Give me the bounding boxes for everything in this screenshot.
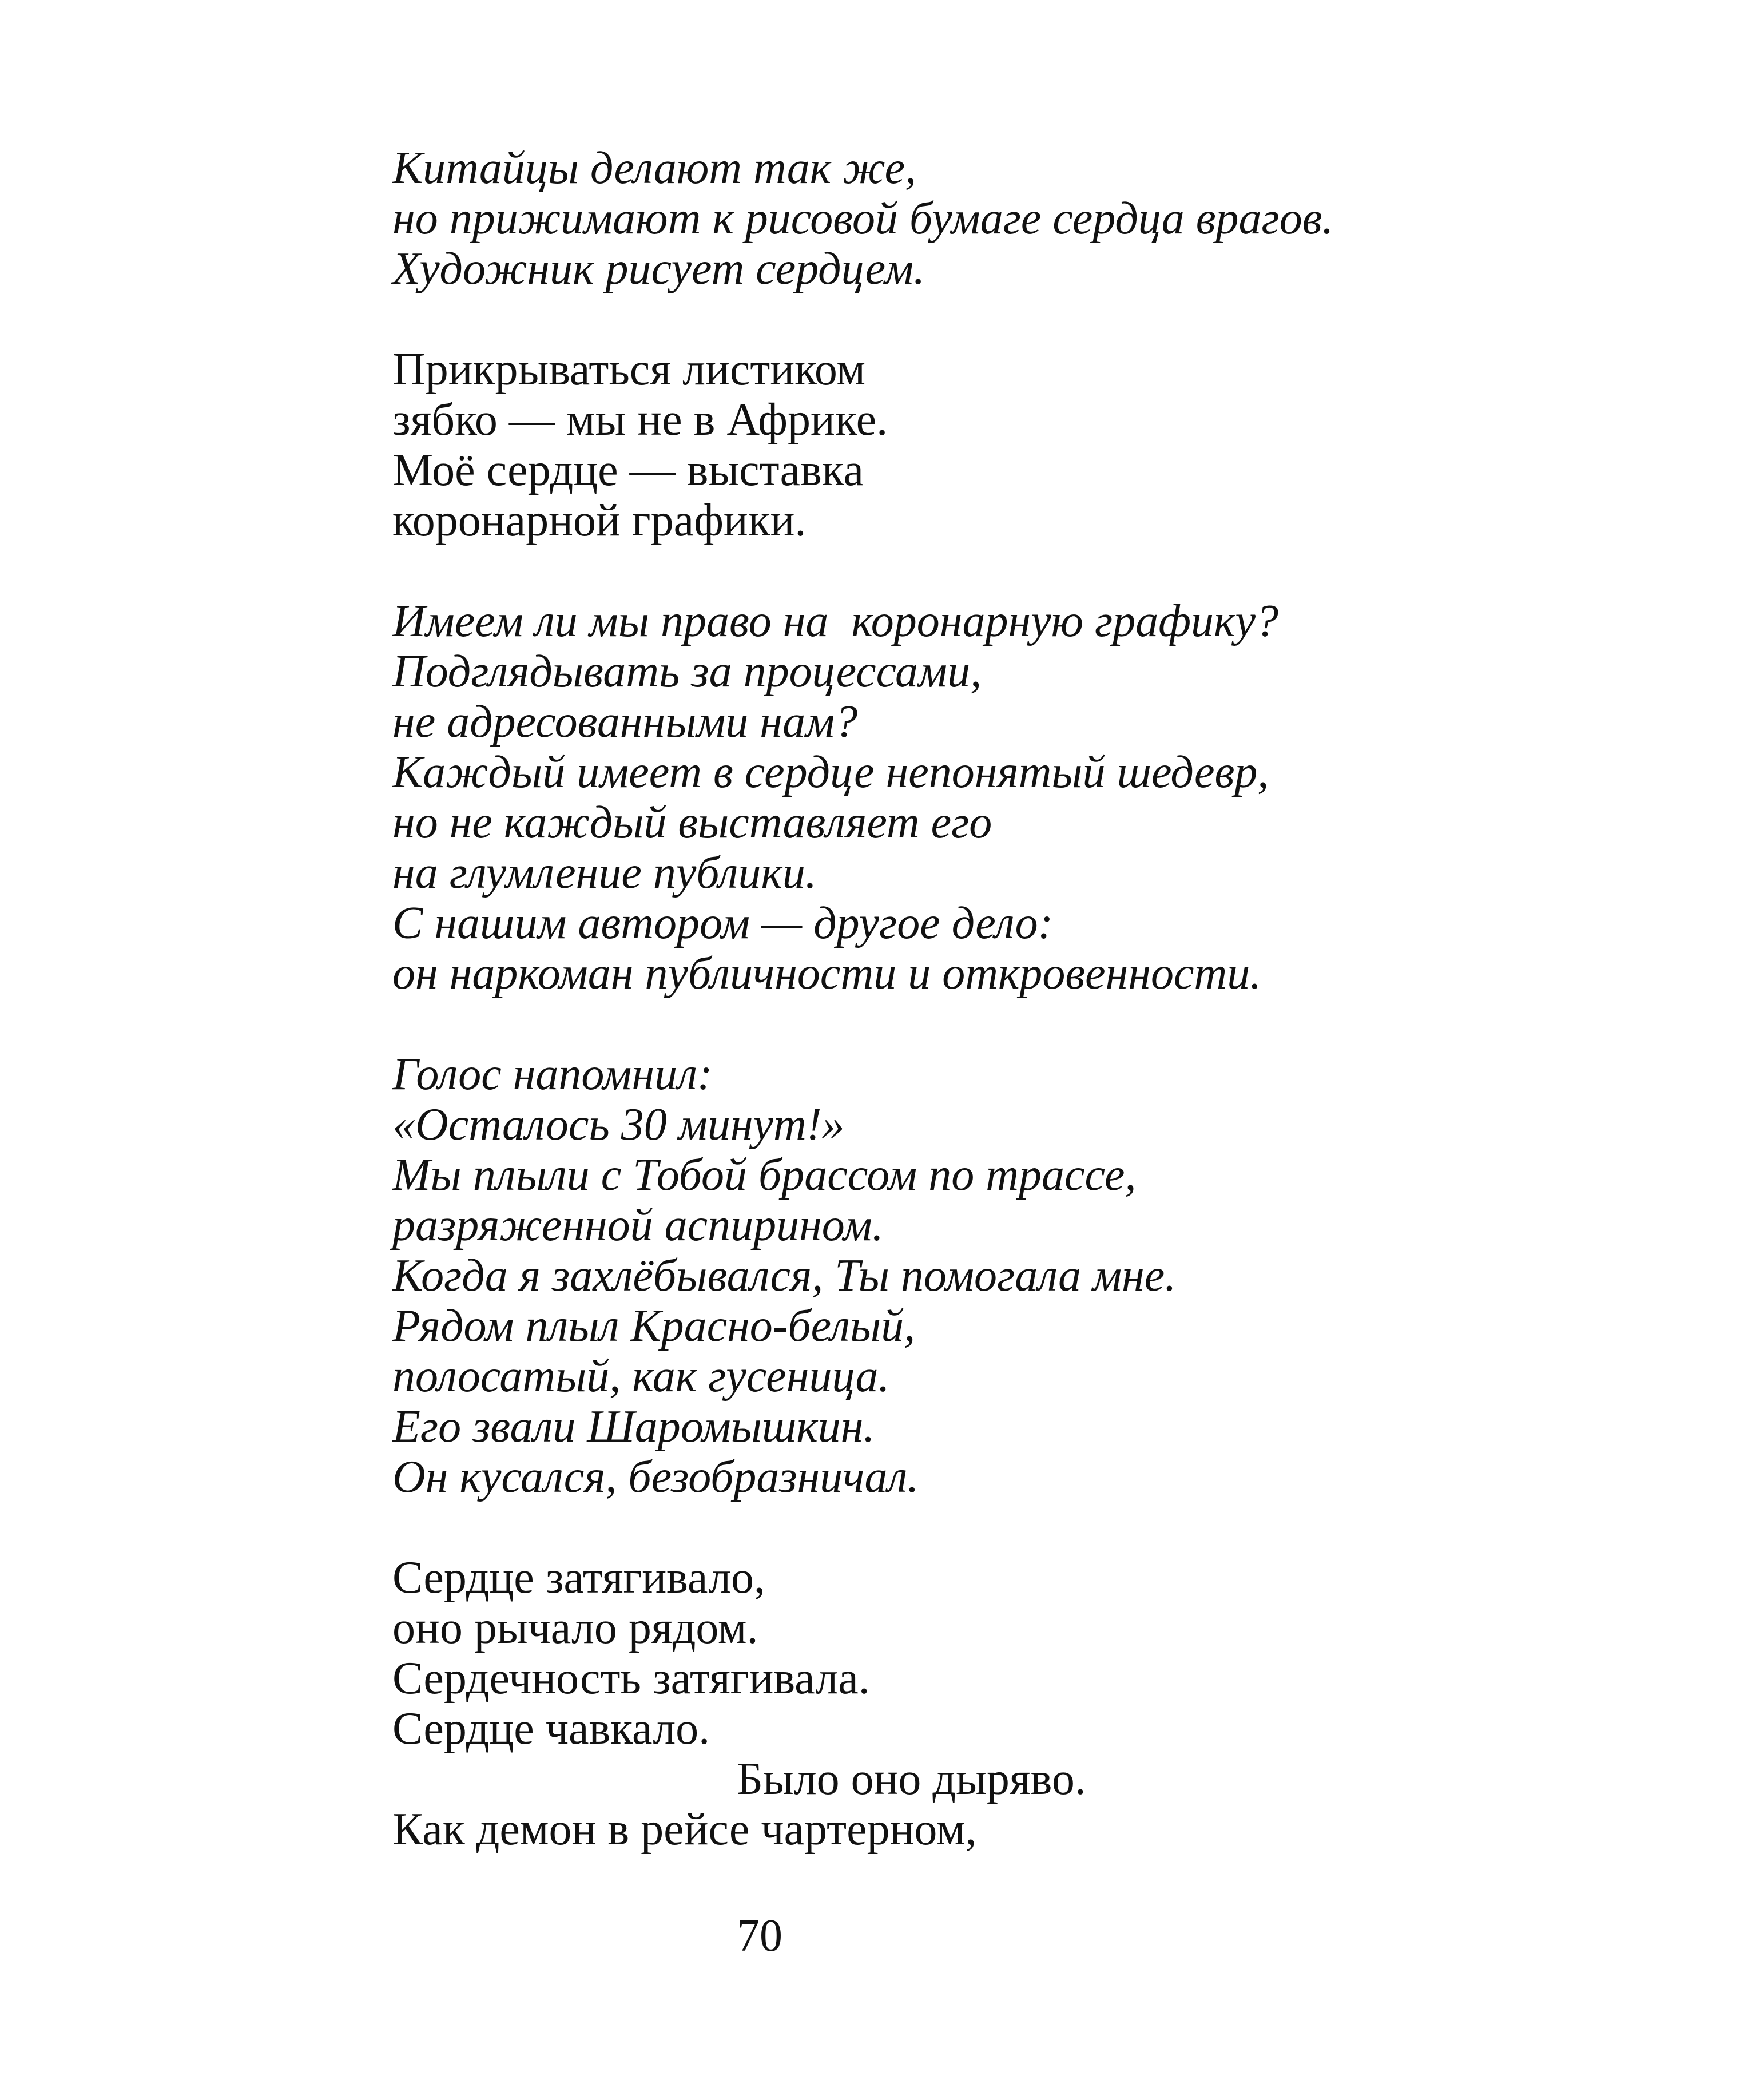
stanza	[392, 344, 1333, 546]
poem-line: Его звали Шаромышкин.	[392, 1402, 875, 1452]
poem-line: Сердце затягивало,	[392, 1553, 766, 1603]
poem-line: коронарной графики.	[392, 495, 807, 546]
poem-line: он наркоман публичности и откровенности.	[392, 948, 1262, 999]
poem-line: Имеем ли мы право на коронарную графику?	[392, 596, 1278, 646]
poem-line: Сердечность затягивала.	[392, 1653, 870, 1704]
poem-line: Китайцы делают так же,	[392, 143, 917, 193]
poem-line: Прикрываться листиком	[392, 344, 866, 395]
stanza	[392, 1049, 1333, 1502]
page-number: 70	[737, 1911, 782, 1961]
poem-text	[392, 143, 1333, 1905]
poem-line: Как демон в рейсе чартерном,	[392, 1804, 977, 1855]
poem-line: зябко — мы не в Африке.	[392, 395, 888, 445]
poem-line: Художник рисует сердцем.	[392, 244, 925, 294]
poem-line: Каждый имеет в сердце непонятый шедевр,	[392, 747, 1269, 797]
poem-line: «Осталось 30 минут!»	[392, 1099, 845, 1150]
poem-line: Голос напомнил:	[392, 1049, 713, 1099]
poem-line: не адресованными нам?	[392, 697, 858, 747]
poem-line: Рядом плыл Красно-белый,	[392, 1301, 916, 1351]
poem-line: Было оно дыряво.	[737, 1754, 1086, 1804]
poem-line: но не каждый выставляет его	[392, 797, 992, 848]
poem-line: Мы плыли с Тобой брассом по трассе,	[392, 1150, 1137, 1200]
poem-line: полосатый, как гусеница.	[392, 1351, 890, 1402]
poem-line: Он кусался, безобразничал.	[392, 1452, 919, 1502]
stanza	[392, 596, 1333, 999]
poem-line: Сердце чавкало.	[392, 1704, 710, 1754]
poem-line: но прижимают к рисовой бумаге сердца врагов.	[392, 193, 1334, 244]
poem-line: С нашим автором — другое дело:	[392, 898, 1054, 948]
poem-line: Подглядывать за процессами,	[392, 646, 982, 697]
poem-line: оно рычало рядом.	[392, 1603, 758, 1653]
poem-line: Когда я захлёбывался, Ты помогала мне.	[392, 1251, 1177, 1301]
poem-line: разряженной аспирином.	[392, 1200, 884, 1251]
stanza	[392, 1553, 1333, 1855]
poem-line: на глумление публики.	[392, 848, 817, 898]
poem-line: Моё сердце — выставка	[392, 445, 864, 495]
stanza	[392, 143, 1333, 294]
